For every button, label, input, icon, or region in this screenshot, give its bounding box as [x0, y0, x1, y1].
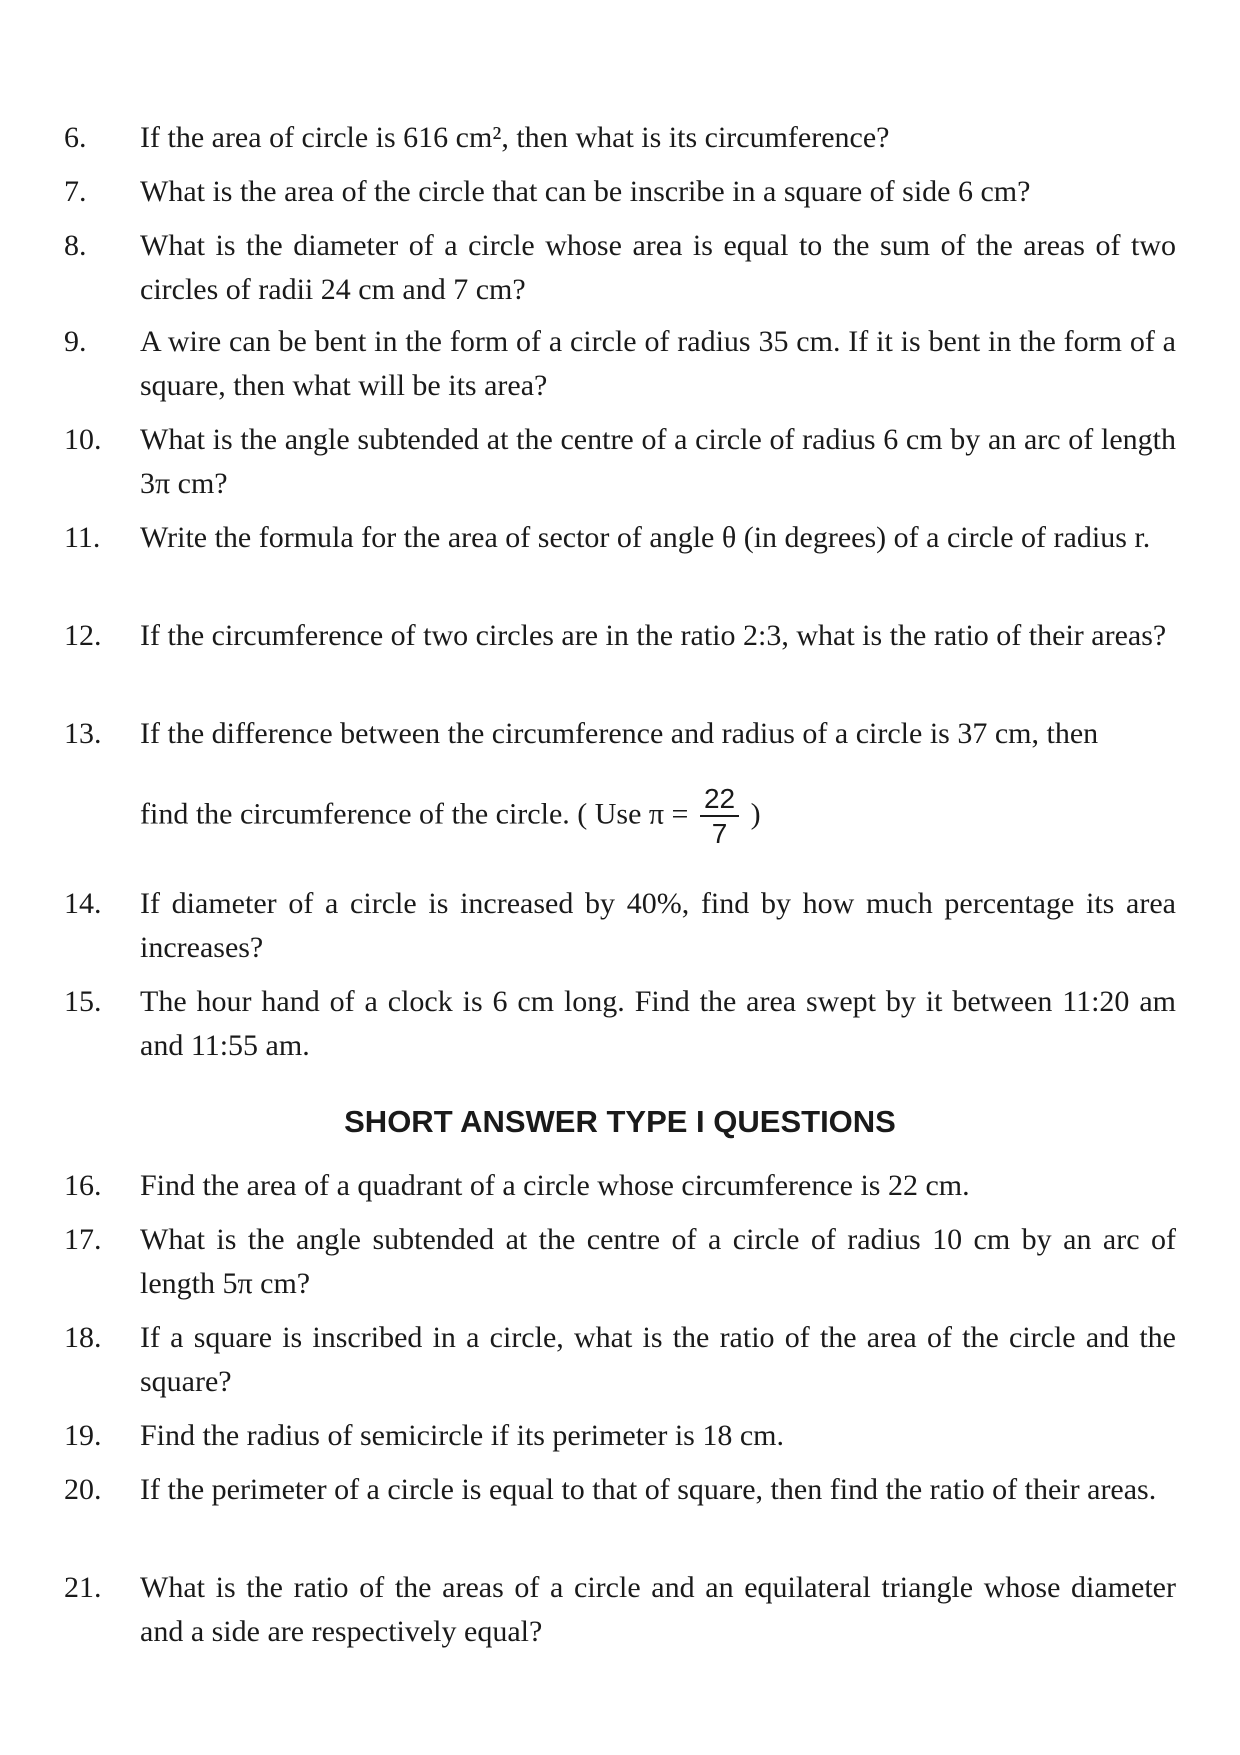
- question-text: What is the diameter of a circle whose area is equal to the sum of the areas of two circles of radii 24 cm and 7 cm?: [140, 229, 1176, 306]
- fraction-numerator: 22: [700, 784, 739, 817]
- section-heading: SHORT ANSWER TYPE I QUESTIONS: [344, 1104, 896, 1139]
- question-text: What is the ratio of the areas of a circle and an equilateral triangle whose diameter and a side are respectively equal?: [140, 1571, 1176, 1648]
- question-text: What is the angle subtended at the centre of a circle of radius 6 cm by an arc of length 3π cm?: [140, 423, 1176, 500]
- question-11: [64, 516, 1176, 560]
- question-number: 21.: [64, 1571, 102, 1604]
- question-number: 17.: [64, 1223, 102, 1256]
- question-text: The hour hand of a clock is 6 cm long. Find the area swept by it between 11:20 am and 11:55 am.: [140, 985, 1176, 1062]
- question-17: [64, 1218, 1176, 1306]
- question-number: 16.: [64, 1169, 102, 1202]
- question-number: 18.: [64, 1321, 102, 1354]
- pi-fraction: [700, 784, 739, 849]
- question-8: [64, 224, 1176, 312]
- question-text: What is the angle subtended at the centre of a circle of radius 10 cm by an arc of length 5π cm?: [140, 1223, 1176, 1300]
- question-text: What is the area of the circle that can be inscribe in a square of side 6 cm?: [140, 175, 1031, 208]
- question-number: 11.: [64, 521, 101, 554]
- question-number: 20.: [64, 1473, 102, 1506]
- question-text: Write the formula for the area of sector of angle θ (in degrees) of a circle of radius r.: [140, 521, 1151, 554]
- question-18: [64, 1316, 1176, 1404]
- question-text: If the circumference of two circles are in the ratio 2:3, what is the ratio of their areas?: [140, 619, 1167, 652]
- question-text: A wire can be bent in the form of a circle of radius 35 cm. If it is bent in the form of a square, then what will be its area?: [140, 325, 1176, 402]
- question-number: 8.: [64, 229, 87, 262]
- question-9: [64, 320, 1176, 408]
- question-19: [64, 1414, 1176, 1458]
- fraction-denominator: 7: [711, 818, 728, 850]
- question-number: 13.: [64, 717, 102, 750]
- question-14: [64, 882, 1176, 970]
- question-number: 14.: [64, 887, 102, 920]
- question-number: 12.: [64, 619, 102, 652]
- question-7: [64, 170, 1176, 214]
- question-number: 10.: [64, 423, 102, 456]
- question-13: [64, 712, 1176, 849]
- formula-prefix: find the circumference of the circle. ( Use π =: [140, 797, 689, 831]
- question-text: If the perimeter of a circle is equal to that of square, then find the ratio of their areas.: [140, 1473, 1157, 1506]
- question-13-formula-line: [140, 784, 1176, 849]
- formula-suffix: ): [750, 797, 761, 831]
- question-number: 6.: [64, 121, 87, 154]
- question-text: If the difference between the circumference and radius of a circle is 37 cm, then: [140, 717, 1099, 750]
- question-6: [64, 116, 1176, 160]
- question-text: Find the area of a quadrant of a circle whose circumference is 22 cm.: [140, 1169, 970, 1202]
- question-number: 9.: [64, 325, 87, 358]
- question-number: 19.: [64, 1419, 102, 1452]
- question-text: If the area of circle is 616 cm², then what is its circumference?: [140, 121, 890, 154]
- question-text: Find the radius of semicircle if its perimeter is 18 cm.: [140, 1419, 785, 1452]
- question-21: [64, 1566, 1176, 1654]
- question-10: [64, 418, 1176, 506]
- question-number: 15.: [64, 985, 102, 1018]
- question-16: [64, 1164, 1176, 1208]
- question-text: If diameter of a circle is increased by 40%, find by how much percentage its area increases?: [140, 887, 1176, 964]
- question-text: If a square is inscribed in a circle, what is the ratio of the area of the circle and the square?: [140, 1321, 1176, 1398]
- question-number: 7.: [64, 175, 87, 208]
- question-20: [64, 1468, 1176, 1512]
- question-12: [64, 614, 1176, 658]
- question-15: [64, 980, 1176, 1068]
